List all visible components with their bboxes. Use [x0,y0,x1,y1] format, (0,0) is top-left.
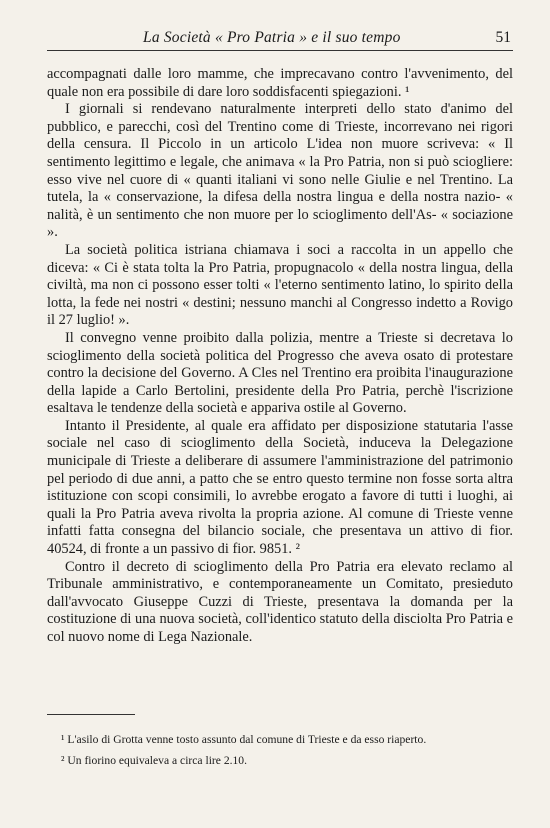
footnotes [47,732,513,768]
footnote: ¹ L'asilo di Grotta venne tosto assunto dal comune di Trieste e da esso riaperto. [61,733,427,746]
running-title: La Società « Pro Patria » e il suo tempo [143,29,401,46]
page-number: 51 [495,29,511,46]
body-text [47,66,513,647]
paragraph: Il convegno venne proibito dalla polizia, mentre a Trieste si decretava lo scioglimento della società politica del Progresso che aveva osato di protestare contro la decisione del Governo. A Cles nel Trentino era proibita l'inaugurazione della lapide a Carlo Bertolini, presidente della Pro Patria, perchè l'iscrizione esaltava le tendenze della società e appariva ostile al Governo. [47,329,513,417]
paragraph: I giornali si rendevano naturalmente interpreti dello stato d'animo del pubblico, e parecchi, così del Trentino come di Trieste, incorrevano nei rigori della censura. Il Piccolo in un articolo L'idea non muore scriveva: « Il sentimento legittimo e legale, che animava « la Pro Patria, non si può sciogliere: esso vive nel cuore di « quanti italiani vi sono nelle Giulie e nel Trentino. La tutela, la « conservazione, la difesa della nostra lingua e della nostra nazio- « nalità, è un sentimento che non muore per lo scioglimento dell'As- « sociazione ». [47,101,513,241]
paragraph: Contro il decreto di scioglimento della Pro Patria era elevato reclamo al Tribunale amministrativo, e contemporaneamente un Comitato, presieduto dall'avvocato Giuseppe Cuzzi di Trieste, presentava la domanda per la costituzione di una nuova società, coll'identico statuto della disciolta Pro Patria e col nuovo nome di Lega Nazionale. [47,558,513,645]
paragraph: accompagnati dalle loro mamme, che imprecavano contro l'avvenimento, del quale non era possibile di dare loro soddisfacenti spiegazioni. ¹ [47,66,513,100]
running-header [47,28,513,51]
paragraph: Intanto il Presidente, al quale era affidato per disposizione statutaria l'asse sociale nel caso di scioglimento della Società, induceva la Delegazione municipale di Trieste a deliberare di assumere l'amministrazione del patrimonio pel periodo di due anni, a patto che se entro questo termine non fosse sorta altra istituzione con scopi consimili, lo avrebbe erogato a favore di tutti i luoghi, ai quali la Pro Patria aveva rivolta la propria azione. Al comune di Trieste venne infatti fatta consegna del bilancio sociale, che presentava un attivo di fior. 40524, di fronte a un passivo di fior. 9851. ² [47,417,513,558]
footnote: ² Un fiorino equivaleva a circa lire 2.10. [61,754,248,767]
footnote-rule [47,714,135,715]
paragraph: La società politica istriana chiamava i soci a raccolta in un appello che diceva: « Ci è stata tolta la Pro Patria, propugnacolo « della nostra lingua, della civiltà, ma non ci possono esser tolti « l'eterno sentimento latino, lo spirito della lotta, la fede nei nostri « destini; nessuno manchi al Congresso indetto a Rovigo il 27 luglio! ». [47,241,513,329]
